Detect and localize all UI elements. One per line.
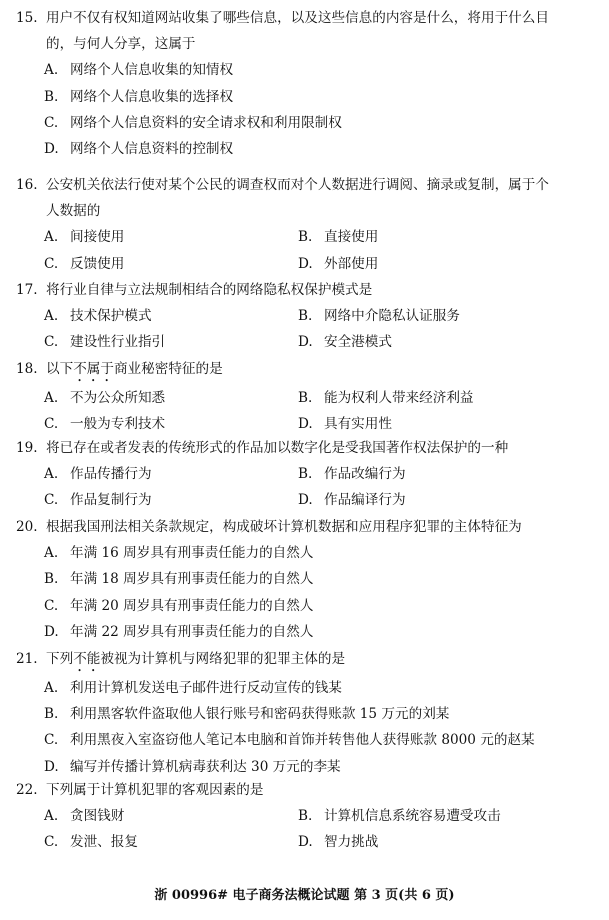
option-c (16, 487, 298, 513)
question-text: 根据我国刑法相关条款规定，构成破坏计算机数据和应用程序犯罪的主体特征为 (46, 519, 522, 535)
option-text: 年满 22 周岁具有刑事责任能力的自然人 (70, 623, 314, 640)
option-b (298, 224, 378, 250)
option-text: 利用黑夜入室盗窃他人笔记本电脑和首饰并转售他人获得账款 8000 元的赵某 (70, 732, 535, 749)
option-letter: A. (44, 466, 59, 483)
question-text: 将已存在或者发表的传统形式的作品加以数字化是受我国著作权法保护的一种 (46, 440, 509, 456)
question-number: 19. (16, 440, 38, 456)
option-text: 网络个人信息资料的控制权 (70, 141, 234, 158)
option-a (16, 540, 313, 566)
option-letter: C. (44, 597, 59, 614)
option-text: 网络个人信息收集的选择权 (70, 88, 234, 105)
option-text: 外部使用 (324, 255, 379, 272)
question-19 (16, 435, 596, 514)
question-text-continued: 的，与何人分享，这属于 (46, 36, 196, 53)
option-letter: C. (44, 834, 59, 851)
option-a (16, 461, 298, 487)
option-letter: C. (44, 492, 59, 509)
option-row (16, 829, 596, 855)
question-22 (16, 777, 596, 856)
option-row (16, 57, 596, 83)
option-c (16, 329, 298, 355)
option-a (16, 385, 298, 411)
question-21 (16, 646, 596, 780)
question-stem (16, 435, 596, 461)
option-text: 网络个人信息资料的安全请求权和利用限制权 (70, 114, 342, 131)
option-row (16, 461, 596, 487)
option-row (16, 385, 596, 411)
question-stem (16, 277, 596, 303)
option-text: 年满 20 周岁具有刑事责任能力的自然人 (70, 597, 314, 614)
option-text: 发泄、报复 (70, 834, 138, 851)
option-text: 贪图钱财 (70, 808, 125, 825)
question-text-continued: 人数据的 (46, 203, 101, 220)
emphasis-text: 不能 (73, 651, 101, 667)
option-c (16, 411, 298, 437)
option-a (16, 675, 342, 701)
option-letter: C. (44, 255, 59, 272)
question-text-pre: 以下 (46, 361, 74, 377)
option-letter: D. (44, 623, 59, 640)
option-text: 作品传播行为 (70, 466, 152, 483)
question-number: 15. (16, 10, 38, 26)
option-letter: D. (298, 492, 313, 509)
option-b (16, 84, 233, 110)
option-letter: B. (298, 308, 313, 325)
option-letter: A. (44, 229, 59, 246)
option-a (16, 303, 298, 329)
option-letter: D. (298, 255, 313, 272)
option-text: 技术保护模式 (70, 308, 152, 325)
option-row (16, 619, 596, 645)
option-letter: D. (298, 834, 313, 851)
option-c (16, 829, 298, 855)
option-row (16, 754, 596, 780)
option-text: 不为公众所知悉 (70, 390, 166, 406)
option-letter: C. (44, 732, 59, 749)
option-text: 作品改编行为 (324, 466, 406, 483)
option-b (298, 303, 460, 329)
option-row (16, 84, 596, 110)
option-letter: D. (44, 141, 59, 158)
option-text: 网络中介隐私认证服务 (324, 308, 460, 325)
option-d (298, 329, 392, 355)
option-b (16, 566, 313, 592)
option-row (16, 593, 596, 619)
question-number: 21. (16, 651, 38, 667)
option-letter: A. (44, 680, 59, 696)
option-d (16, 754, 341, 780)
option-letter: A. (44, 308, 59, 325)
question-18 (16, 356, 596, 437)
option-letter: D. (298, 416, 313, 433)
option-text: 能为权利人带来经济利益 (324, 390, 474, 406)
option-b (298, 803, 501, 829)
option-text: 作品编译行为 (324, 492, 406, 509)
option-row (16, 411, 596, 437)
option-letter: C. (44, 114, 59, 131)
option-letter: B. (44, 88, 59, 105)
question-number: 22. (16, 782, 38, 798)
option-c (16, 727, 535, 753)
option-row (16, 224, 596, 250)
option-row (16, 675, 596, 701)
option-a (16, 803, 298, 829)
option-d (298, 487, 406, 513)
option-row (16, 566, 596, 592)
option-row (16, 136, 596, 162)
question-text-post: 商业秘密特征的是 (113, 361, 223, 377)
option-letter: B. (44, 706, 59, 723)
option-c (16, 110, 342, 136)
option-letter: B. (44, 571, 59, 588)
option-text: 年满 18 周岁具有刑事责任能力的自然人 (70, 571, 314, 588)
question-20 (16, 514, 596, 645)
emphasis-text: 不属于 (73, 361, 114, 377)
option-letter: A. (44, 62, 59, 79)
option-text: 网络个人信息收集的知情权 (70, 62, 234, 79)
option-text: 直接使用 (324, 229, 379, 246)
option-letter: D. (298, 334, 313, 351)
option-letter: B. (298, 390, 313, 406)
question-17 (16, 277, 596, 356)
option-text: 具有实用性 (324, 416, 392, 433)
question-15 (16, 5, 596, 162)
option-text: 安全港模式 (324, 334, 392, 351)
option-text: 智力挑战 (324, 834, 379, 851)
option-text: 计算机信息系统容易遭受攻击 (324, 808, 501, 825)
option-letter: A. (44, 808, 59, 825)
option-text: 一般为专利技术 (70, 416, 166, 433)
option-row (16, 803, 596, 829)
question-stem (16, 646, 596, 675)
question-stem (16, 777, 596, 803)
question-text: 用户不仅有权知道网站收集了哪些信息，以及这些信息的内容是什么，将用于什么目 (46, 10, 549, 26)
question-text: 将行业自律与立法规制相结合的网络隐私权保护模式是 (46, 282, 373, 298)
question-number: 20. (16, 519, 38, 535)
option-d (298, 411, 392, 437)
question-text: 下列属于计算机犯罪的客观因素的是 (46, 782, 264, 798)
option-d (298, 829, 378, 855)
option-b (298, 385, 474, 411)
option-c (16, 251, 298, 277)
question-stem (16, 172, 596, 198)
option-row (16, 303, 596, 329)
option-text: 间接使用 (70, 229, 125, 246)
option-letter: A. (44, 545, 59, 562)
option-d (298, 251, 378, 277)
question-number: 16. (16, 177, 38, 193)
question-number: 18. (16, 361, 38, 377)
question-16 (16, 172, 596, 277)
question-text: 公安机关依法行使对某个公民的调查权而对个人数据进行调阅、摘录或复制，属于个 (46, 177, 549, 193)
question-text-pre: 下列 (46, 651, 74, 667)
option-row (16, 329, 596, 355)
question-text (46, 356, 596, 385)
option-a (16, 57, 233, 83)
option-row (16, 727, 596, 753)
option-text: 利用黑客软件盗取他人银行账号和密码获得账款 15 万元的刘某 (70, 706, 450, 723)
option-c (16, 593, 313, 619)
question-number: 17. (16, 282, 38, 298)
option-letter: B. (298, 808, 313, 825)
option-d (16, 619, 313, 645)
option-a (16, 224, 298, 250)
option-row (16, 540, 596, 566)
option-letter: D. (44, 758, 59, 775)
option-d (16, 136, 233, 162)
option-text: 利用计算机发送电子邮件进行反动宣传的钱某 (70, 680, 342, 696)
question-stem (16, 5, 596, 31)
option-b (16, 701, 449, 727)
option-row (16, 701, 596, 727)
option-letter: C. (44, 334, 59, 351)
option-row (16, 110, 596, 136)
option-row (16, 487, 596, 513)
question-stem (16, 356, 596, 385)
option-text: 年满 16 周岁具有刑事责任能力的自然人 (70, 545, 314, 562)
option-text: 建设性行业指引 (70, 334, 166, 351)
option-text: 作品复制行为 (70, 492, 152, 509)
option-letter: C. (44, 416, 59, 433)
option-letter: B. (298, 466, 313, 483)
question-stem (16, 514, 596, 540)
option-b (298, 461, 406, 487)
option-letter: A. (44, 390, 59, 406)
option-text: 反馈使用 (70, 255, 125, 272)
option-letter: B. (298, 229, 313, 246)
question-text (46, 646, 596, 675)
option-text: 编写并传播计算机病毒获利达 30 万元的李某 (70, 758, 341, 775)
option-row (16, 251, 596, 277)
page-footer: 浙 00996# 电子商务法概论试题 第 3 页(共 6 页) (154, 888, 455, 903)
question-text-post: 被视为计算机与网络犯罪的犯罪主体的是 (100, 651, 346, 667)
